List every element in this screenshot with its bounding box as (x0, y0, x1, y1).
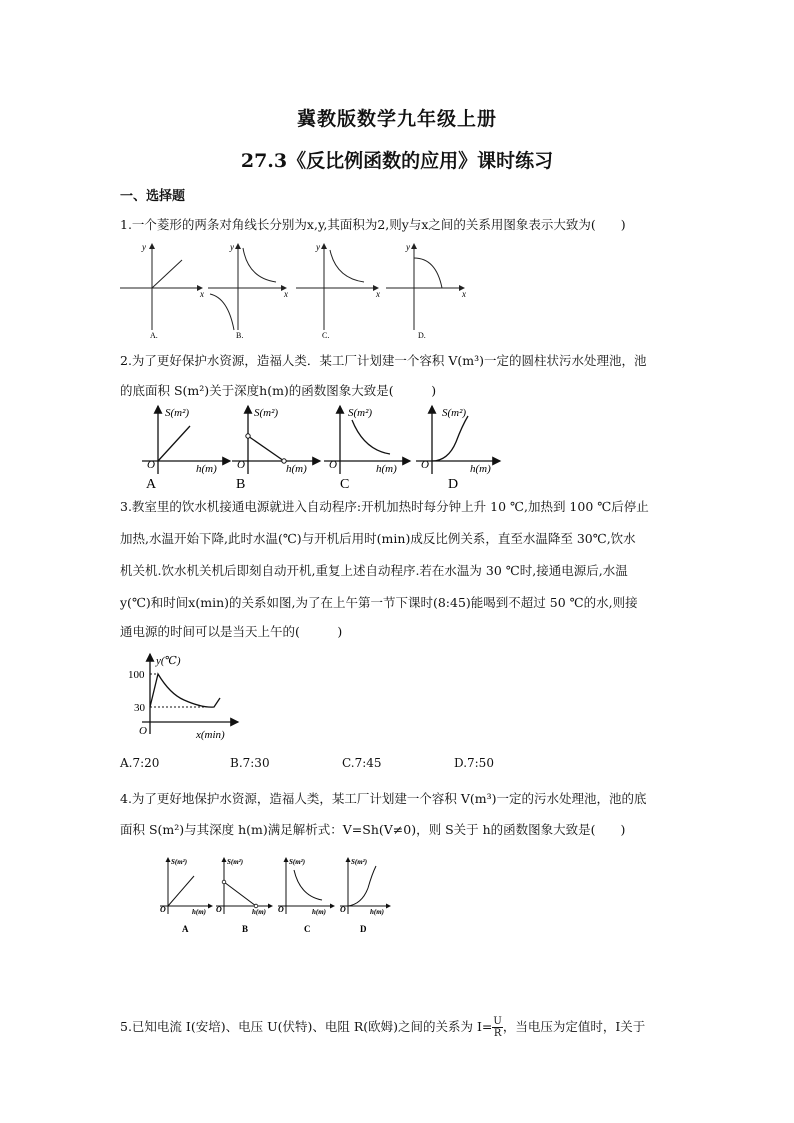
q2-d-ylabel: S(m²) (442, 407, 467, 419)
q3-tick-30: 30 (134, 702, 145, 714)
q4-graph-b (216, 858, 272, 934)
choice-b[interactable]: B.7:30 (230, 756, 270, 770)
fraction-denominator: R (493, 1028, 502, 1039)
q2-option-d: D (448, 477, 459, 492)
q1-d-xlabel: x (462, 289, 466, 299)
q1-option-c: C. (322, 331, 330, 340)
question-5-text (120, 1012, 720, 1042)
document-subtitle: 27.3《反比例函数的应用》课时练习 (240, 150, 554, 172)
q1-graph-a (120, 242, 204, 340)
q4-a-origin: O (160, 905, 166, 914)
q4-graph-a (160, 858, 212, 934)
q2-graph-c (324, 406, 410, 492)
q1-option-d: D. (418, 331, 426, 340)
q4-graph-c (278, 858, 334, 934)
q4-b-xlabel: h(m) (252, 908, 266, 916)
q2-graph-d (416, 406, 500, 492)
q4-b-origin: O (216, 905, 222, 914)
q1-b-xlabel: x (284, 289, 288, 299)
q2-option-c: C (340, 477, 350, 492)
question-5-after: ，当电压为定值时，I关于 (502, 1019, 646, 1034)
choice-d[interactable]: D.7:50 (454, 756, 494, 770)
q1-b-ylabel: y (230, 242, 234, 252)
q2-option-b: B (236, 477, 246, 492)
q1-option-b: B. (236, 331, 244, 340)
question-3-graph (122, 650, 252, 742)
q4-d-origin: O (340, 905, 346, 914)
formula-fraction (492, 1016, 502, 1039)
q2-graph-b (232, 406, 320, 492)
q1-graph-b (208, 242, 288, 340)
q2-b-ylabel: S(m²) (254, 407, 279, 419)
q2-c-origin: O (329, 459, 337, 471)
q2-option-a: A (146, 477, 157, 492)
question-2-graphs (138, 402, 508, 492)
question-3-line-3: 机关机.饮水机关机后即刻自动开机,重复上述自动程序.若在水温为 30 ℃时,接通电源后,水温 (120, 563, 628, 578)
q4-c-origin: O (278, 905, 284, 914)
q2-c-xlabel: h(m) (376, 463, 397, 475)
section-heading: 一、选择题 (120, 189, 186, 204)
q2-d-xlabel: h(m) (470, 463, 491, 475)
q4-option-b: B (242, 924, 249, 934)
document-title: 冀教版数学九年级上册 (296, 108, 497, 130)
q2-b-xlabel: h(m) (286, 463, 307, 475)
q1-graph-d (386, 242, 466, 340)
question-3-line-2: 加热,水温开始下降,此时水温(℃)与开机后用时(min)成反比例关系，直至水温降至 30℃,饮水 (120, 531, 636, 546)
question-3-line-4: y(℃)和时间x(min)的关系如图,为了在上午第一节下课时(8:45)能喝到不超过 50 ℃的水,则接 (120, 595, 638, 610)
q3-origin: O (139, 725, 147, 737)
q1-d-ylabel: y (406, 242, 410, 252)
q4-c-ylabel: S(m²) (289, 858, 306, 866)
q4-c-xlabel: h(m) (312, 908, 326, 916)
question-3-line-1: 3.教室里的饮水机接通电源就进入自动程序:开机加热时每分钟上升 10 ℃,加热到 100 ℃后停止 (120, 499, 649, 514)
question-1-graphs (118, 238, 478, 348)
q2-a-xlabel: h(m) (196, 463, 217, 475)
q2-a-origin: O (147, 459, 155, 471)
q4-d-ylabel: S(m²) (351, 858, 368, 866)
q2-b-origin: O (237, 459, 245, 471)
question-5-before: 5.已知电流 I(安培)、电压 U(伏特)、电阻 R(欧姆)之间的关系为 I= (120, 1019, 493, 1034)
choice-a[interactable]: A.7:20 (120, 756, 160, 770)
q4-option-d: D (360, 924, 367, 934)
q4-option-a: A (182, 924, 189, 934)
q4-graph-d (340, 858, 390, 934)
q1-option-a: A. (150, 331, 158, 340)
q4-d-xlabel: h(m) (370, 908, 384, 916)
choice-c[interactable]: C.7:45 (342, 756, 382, 770)
question-4-line-1: 4.为了更好地保护水资源，造福人类，某工厂计划建一个容积 V(m³)一定的污水处理池，池的底 (120, 791, 647, 806)
q4-a-ylabel: S(m²) (171, 858, 188, 866)
q3-xlabel: x(min) (196, 729, 225, 741)
q2-d-origin: O (421, 459, 429, 471)
q1-c-ylabel: y (316, 242, 320, 252)
q1-c-xlabel: x (376, 289, 380, 299)
q1-a-ylabel: y (142, 242, 146, 252)
question-2-line-1: 2.为了更好保护水资源，造福人类．某工厂计划建一个容积 V(m³)一定的圆柱状污水处理池，池 (120, 353, 647, 368)
q2-c-ylabel: S(m²) (348, 407, 373, 419)
question-1-text: 1.一个菱形的两条对角线长分别为x,y,其面积为2,则y与x之间的关系用图象表示大致为( ) (120, 217, 626, 232)
question-4-line-2: 面积 S(m²)与其深度 h(m)满足解析式：V=Sh(V≠0)，则 S关于 h的函数图象大致是( ) (120, 822, 626, 837)
q1-a-xlabel: x (200, 289, 204, 299)
question-2-line-2: 的底面积 S(m²)关于深度h(m)的函数图象大致是( ) (120, 383, 437, 398)
q2-graph-a (142, 406, 230, 492)
q4-option-c: C (304, 924, 311, 934)
fraction-numerator: U (493, 1016, 502, 1027)
question-3-line-5: 通电源的时间可以是当天上午的( ) (120, 624, 343, 639)
q2-a-ylabel: S(m²) (165, 407, 190, 419)
q3-tick-100: 100 (128, 669, 145, 681)
question-4-graphs (152, 852, 392, 934)
q3-ylabel: y(℃) (156, 655, 181, 667)
q4-a-xlabel: h(m) (192, 908, 206, 916)
q4-b-ylabel: S(m²) (227, 858, 244, 866)
q1-graph-c (296, 242, 380, 340)
